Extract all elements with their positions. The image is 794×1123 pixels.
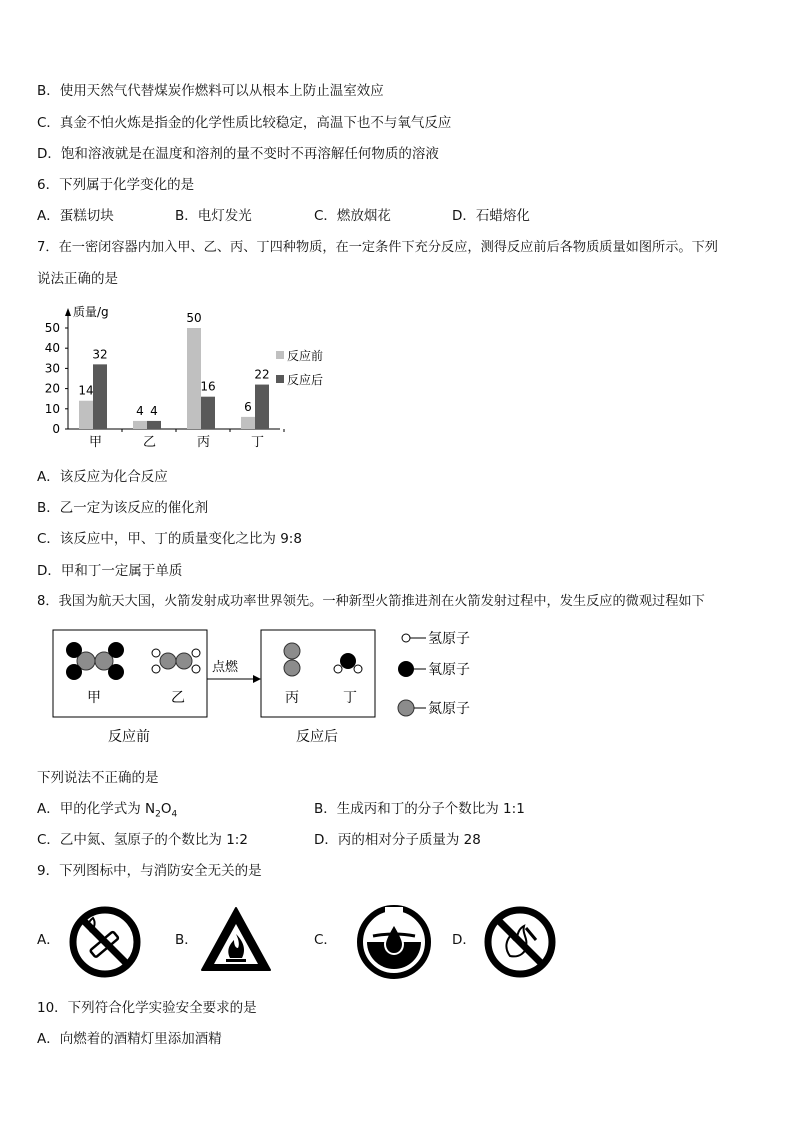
q8-option-d: D．丙的相对分子质量为 28: [314, 832, 481, 848]
legend-label-before: 反应前: [287, 349, 324, 363]
data-label: 50: [186, 311, 202, 325]
legend-label-after: 反应后: [287, 373, 324, 387]
q6-option-a: A．蛋糕切块: [37, 208, 114, 224]
bar: [147, 421, 161, 429]
chart-bars: [79, 328, 269, 429]
flammable-warning-icon: [198, 904, 274, 976]
q9-label-b: B．: [175, 932, 198, 948]
q7-option-b: B．乙一定为该反应的催化剂: [37, 500, 209, 516]
legend-nitrogen-icon: [398, 700, 414, 716]
q10-option-a: A．向燃着的酒精灯里添加酒精: [37, 1031, 222, 1047]
y-tick-label: 10: [44, 401, 60, 416]
y-axis-arrow-icon: [65, 308, 71, 316]
q8-reaction-diagram: [40, 622, 500, 750]
chart-legend: [276, 348, 323, 387]
legend-swatch-after: [276, 375, 284, 383]
y-tick-label: 50: [44, 321, 60, 335]
q7-option-d: D．甲和丁一定属于单质: [37, 563, 183, 579]
bar: [241, 417, 255, 429]
legend-nitrogen-label: 氮原子: [428, 701, 470, 717]
q9-label-d: D．: [452, 932, 476, 948]
x-tick-label: 丙: [197, 435, 211, 450]
q9-label-c: C．: [314, 932, 337, 948]
y-tick-label: 20: [44, 381, 60, 396]
data-label: 6: [244, 399, 252, 414]
data-label: 14: [78, 383, 94, 398]
data-label: 16: [200, 379, 216, 394]
water-saving-icon: [353, 902, 435, 982]
legend-hydrogen-label: 氢原子: [428, 631, 470, 647]
bar: [201, 397, 215, 429]
q9-stem: 9．下列图标中，与消防安全无关的是: [37, 863, 262, 879]
q7-stem-line2: 说法正确的是: [37, 271, 118, 287]
q8-option-c: C．乙中氮、氢原子的个数比为 1:2: [37, 832, 248, 848]
bar: [255, 385, 269, 429]
molecule-ding: [334, 653, 362, 673]
data-label: 32: [92, 347, 108, 362]
q6-option-c: C．燃放烟花: [314, 208, 391, 224]
data-label: 4: [136, 403, 144, 418]
bar: [187, 328, 201, 429]
x-tick-label: 甲: [89, 435, 103, 450]
molecule-yi: [152, 649, 200, 673]
q10-stem: 10．下列符合化学实验安全要求的是: [37, 1000, 257, 1016]
no-open-flame-icon: [482, 904, 558, 980]
legend-oxygen-icon: [398, 661, 414, 677]
chart-ylabel: 质量/g: [73, 305, 109, 319]
x-tick-label: 丁: [251, 435, 265, 450]
x-tick-label: 乙: [143, 435, 157, 450]
q8-option-b: B．生成丙和丁的分子个数比为 1:1: [314, 801, 525, 817]
q5-option-b: B．使用天然气代替煤炭作燃料可以从根本上防止温室效应: [37, 83, 384, 99]
legend-oxygen-label: 氧原子: [428, 662, 470, 678]
q7-stem-line1: 7．在一密闭容器内加入甲、乙、丙、丁四种物质，在一定条件下充分反应，测得反应前后各物质质量如图所示。下列: [37, 240, 718, 255]
q8-stem: 8．我国为航天大国，火箭发射成功率世界领先。一种新型火箭推进剂在火箭发射过程中，发生反应的微观过程如下: [37, 594, 705, 609]
label-before: 反应前: [108, 729, 150, 745]
after-box: [261, 630, 375, 717]
label-bing: 丙: [285, 690, 299, 706]
q7-option-c: C．该反应中，甲、丁的质量变化之比为 9:8: [37, 531, 302, 547]
molecule-jia: [66, 642, 124, 680]
y-tick-label: 30: [44, 361, 60, 376]
no-smoking-icon: [67, 904, 143, 980]
q7-option-a: A．该反应为化合反应: [37, 469, 168, 485]
q8-option-a: A．甲的化学式为 $N_2O_4$: [37, 801, 178, 820]
label-jia: 甲: [87, 690, 101, 706]
data-label: 4: [150, 403, 158, 418]
bar: [133, 421, 147, 429]
label-yi: 乙: [171, 690, 185, 706]
q9-label-a: A．: [37, 932, 60, 948]
q8-question: 下列说法不正确的是: [37, 770, 159, 786]
arrow-head-icon: [253, 675, 261, 683]
legend-hydrogen-icon: [402, 634, 410, 642]
q6-option-d: D．石蜡熔化: [452, 208, 530, 224]
bar: [79, 401, 93, 429]
arrow-label: 点燃: [212, 660, 239, 675]
y-tick-label: 40: [44, 341, 60, 356]
label-after: 反应后: [296, 729, 338, 745]
legend-swatch-before: [276, 351, 284, 359]
molecule-bing: [284, 643, 300, 676]
q5-option-c: C．真金不怕火炼是指金的化学性质比较稳定，高温下也不与氧气反应: [37, 115, 452, 131]
bar: [93, 364, 107, 429]
q6-stem: 6．下列属于化学变化的是: [37, 177, 195, 193]
data-label: 22: [254, 367, 270, 382]
q7-bar-chart: [30, 298, 350, 458]
q6-option-b: B．电灯发光: [175, 208, 252, 224]
y-tick-label: 0: [52, 422, 60, 436]
label-ding: 丁: [343, 690, 357, 706]
q5-option-d: D．饱和溶液就是在温度和溶剂的量不变时不再溶解任何物质的溶液: [37, 146, 439, 162]
